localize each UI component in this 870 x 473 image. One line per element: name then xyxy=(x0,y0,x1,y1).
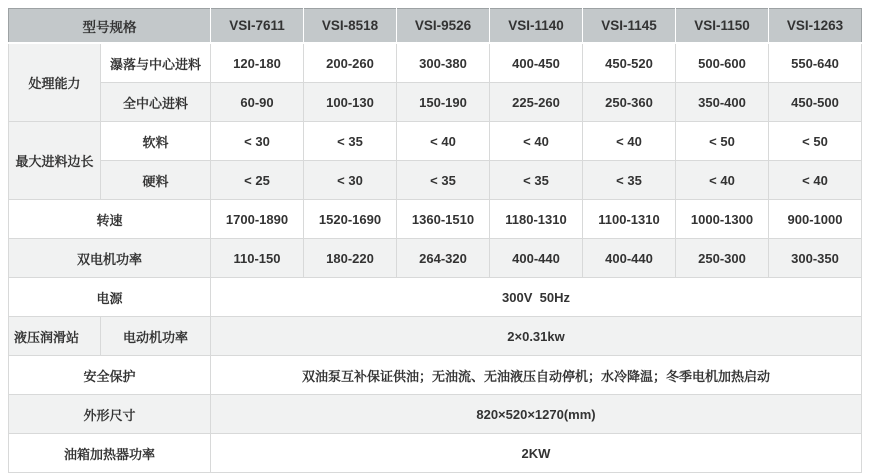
row-label-safety: 安全保护 xyxy=(9,356,211,395)
value-cell: 900-1000 xyxy=(769,200,862,239)
value-cell: 500-600 xyxy=(676,43,769,83)
group-label-capacity: 处理能力 xyxy=(9,43,101,122)
value-cell: < 35 xyxy=(583,161,676,200)
value-cell: < 50 xyxy=(769,122,862,161)
value-cell: 450-500 xyxy=(769,83,862,122)
table-row-heater xyxy=(9,434,862,473)
spec-table-container xyxy=(8,8,862,473)
model-header: VSI-1145 xyxy=(583,9,676,44)
model-header: VSI-8518 xyxy=(304,9,397,44)
group-label-lubrication-station: 液压润滑站 xyxy=(9,317,101,356)
table-row-motor-power xyxy=(9,239,862,278)
table-header xyxy=(9,9,862,44)
value-cell: 60-90 xyxy=(211,83,304,122)
table-body xyxy=(9,43,862,473)
value-cell-heater: 2KW xyxy=(211,434,862,473)
row-label-heater-power: 油箱加热器功率 xyxy=(9,434,211,473)
value-cell: < 40 xyxy=(769,161,862,200)
value-cell: 250-300 xyxy=(676,239,769,278)
value-cell: 250-360 xyxy=(583,83,676,122)
value-cell: 1180-1310 xyxy=(490,200,583,239)
value-cell: 150-190 xyxy=(397,83,490,122)
value-cell: < 35 xyxy=(397,161,490,200)
value-cell: < 40 xyxy=(676,161,769,200)
value-cell: 120-180 xyxy=(211,43,304,83)
table-row-lubrication xyxy=(9,317,862,356)
value-cell: 110-150 xyxy=(211,239,304,278)
value-cell-lubrication: 2×0.31kw xyxy=(211,317,862,356)
value-cell: 225-260 xyxy=(490,83,583,122)
header-title-cell: 型号规格 xyxy=(9,9,211,44)
table-row-capacity-center xyxy=(9,83,862,122)
table-row-dimensions xyxy=(9,395,862,434)
header-row xyxy=(9,9,862,44)
row-label-electric-motor-power: 电动机功率 xyxy=(101,317,211,356)
value-cell: < 35 xyxy=(304,122,397,161)
row-label-cascade-feed: 瀑落与中心进料 xyxy=(101,43,211,83)
value-cell: 1520-1690 xyxy=(304,200,397,239)
table-row-speed xyxy=(9,200,862,239)
value-cell: 400-440 xyxy=(583,239,676,278)
row-label-power-supply: 电源 xyxy=(9,278,211,317)
value-cell: 180-220 xyxy=(304,239,397,278)
table-row-capacity-cascade xyxy=(9,43,862,83)
value-cell: < 40 xyxy=(397,122,490,161)
model-header: VSI-9526 xyxy=(397,9,490,44)
table-row-safety xyxy=(9,356,862,395)
value-cell: 300-350 xyxy=(769,239,862,278)
value-cell: 200-260 xyxy=(304,43,397,83)
row-label-speed: 转速 xyxy=(9,200,211,239)
table-row-maxfeed-soft xyxy=(9,122,862,161)
value-cell: 264-320 xyxy=(397,239,490,278)
row-label-center-feed: 全中心进料 xyxy=(101,83,211,122)
value-cell: 400-450 xyxy=(490,43,583,83)
row-label-motor-power: 双电机功率 xyxy=(9,239,211,278)
value-cell-safety: 双油泵互补保证供油；无油流、无油液压自动停机；水冷降温；冬季电机加热启动 xyxy=(211,356,862,395)
table-row-power-supply xyxy=(9,278,862,317)
value-cell: < 40 xyxy=(490,122,583,161)
spec-table xyxy=(8,8,862,473)
value-cell: < 25 xyxy=(211,161,304,200)
value-cell: 400-440 xyxy=(490,239,583,278)
value-cell: < 30 xyxy=(211,122,304,161)
value-cell: 1100-1310 xyxy=(583,200,676,239)
value-cell: 1000-1300 xyxy=(676,200,769,239)
model-header: VSI-7611 xyxy=(211,9,304,44)
value-cell: 1700-1890 xyxy=(211,200,304,239)
value-cell: 100-130 xyxy=(304,83,397,122)
row-label-dimensions: 外形尺寸 xyxy=(9,395,211,434)
model-header: VSI-1140 xyxy=(490,9,583,44)
value-cell: < 30 xyxy=(304,161,397,200)
model-header: VSI-1263 xyxy=(769,9,862,44)
group-label-max-feed: 最大进料边长 xyxy=(9,122,101,200)
row-label-hard-material: 硬料 xyxy=(101,161,211,200)
value-cell: 350-400 xyxy=(676,83,769,122)
value-cell-dimensions: 820×520×1270(mm) xyxy=(211,395,862,434)
value-cell-power-supply: 300V 50Hz xyxy=(211,278,862,317)
model-header: VSI-1150 xyxy=(676,9,769,44)
value-cell: 300-380 xyxy=(397,43,490,83)
row-label-soft-material: 软料 xyxy=(101,122,211,161)
value-cell: 450-520 xyxy=(583,43,676,83)
value-cell: < 40 xyxy=(583,122,676,161)
value-cell: 550-640 xyxy=(769,43,862,83)
value-cell: < 35 xyxy=(490,161,583,200)
value-cell: 1360-1510 xyxy=(397,200,490,239)
value-cell: < 50 xyxy=(676,122,769,161)
table-row-maxfeed-hard xyxy=(9,161,862,200)
